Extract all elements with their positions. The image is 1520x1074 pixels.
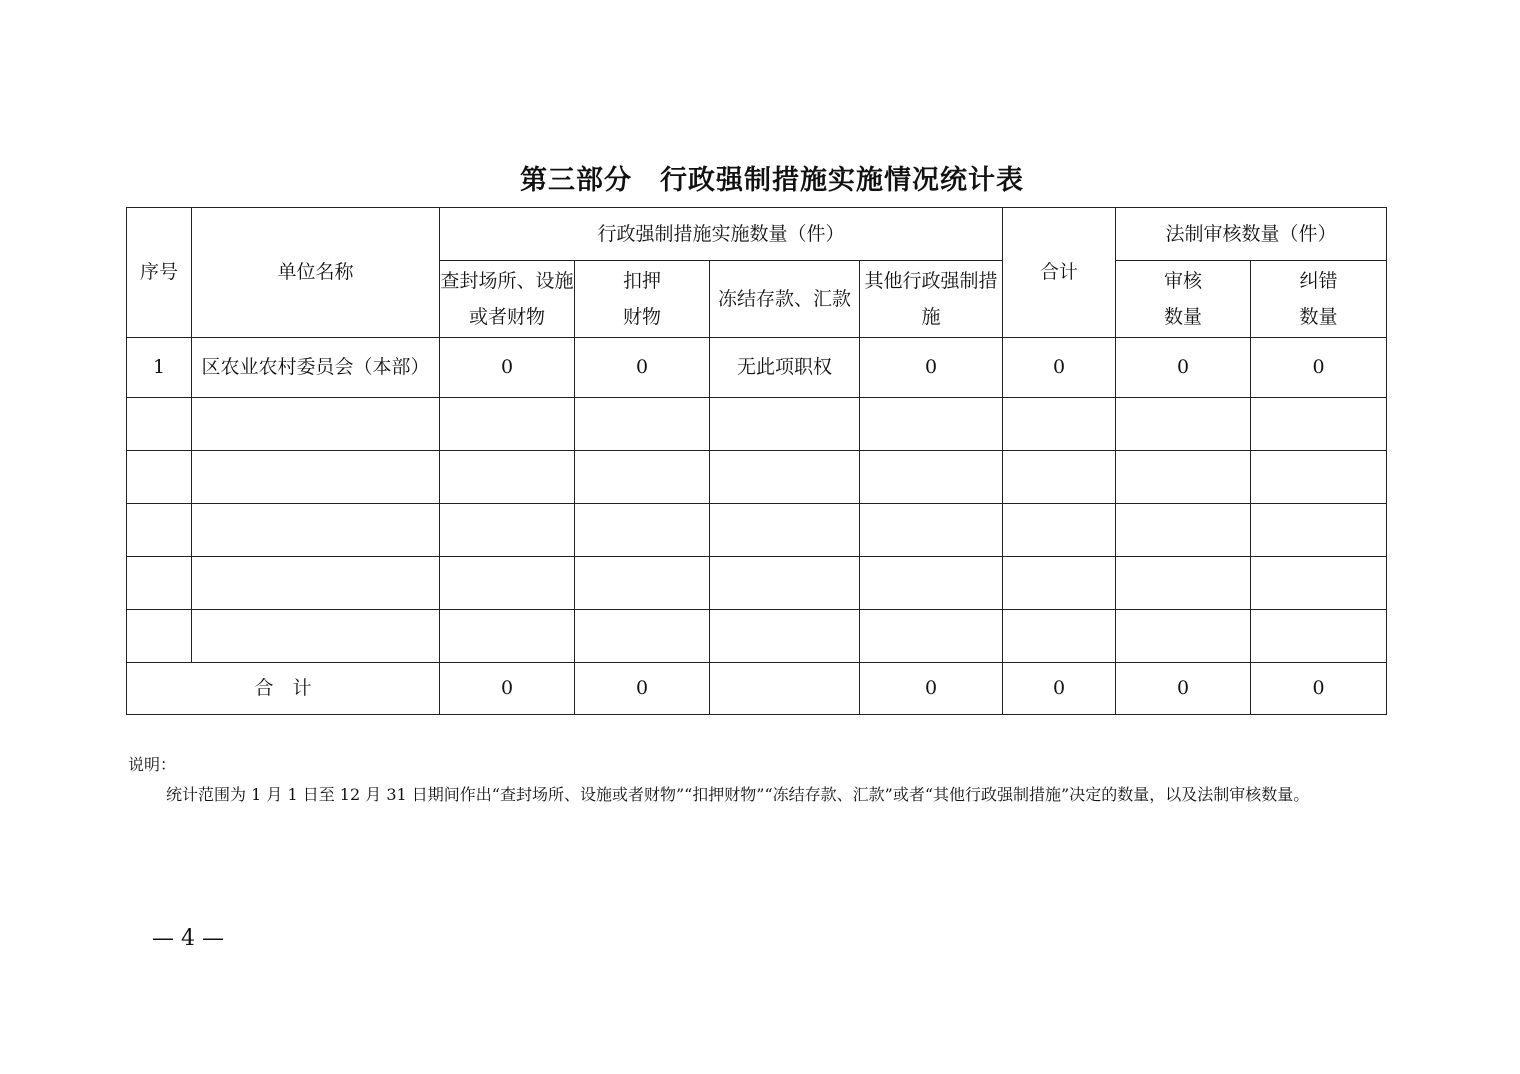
empty-row: [127, 451, 1387, 504]
total-label: 合 计: [127, 663, 440, 715]
total-seize: 0: [575, 663, 710, 715]
header-total: 合计: [1003, 208, 1116, 338]
empty-row: [127, 557, 1387, 610]
empty-row: [127, 610, 1387, 663]
table-row: [127, 338, 1387, 398]
header-seize: 扣押财物: [575, 261, 710, 338]
total-row: [127, 663, 1387, 715]
cell-seq: 1: [127, 338, 192, 398]
notes-label: 说明：: [128, 755, 177, 774]
total-review: 0: [1116, 663, 1251, 715]
total-correction: 0: [1251, 663, 1387, 715]
cell-correction: 0: [1251, 338, 1387, 398]
notes-text: 统计范围为 1 月 1 日至 12 月 31 日期间作出“查封场所、设施或者财物”“扣押财物”“冻结存款、汇款”或者“其他行政强制措施”决定的数量，以及法制审核数量。: [166, 785, 1310, 804]
header-freeze: 冻结存款、汇款: [710, 261, 860, 338]
statistics-table: [126, 207, 1387, 715]
notes: [128, 750, 1390, 810]
total-total: 0: [1003, 663, 1116, 715]
total-seal: 0: [440, 663, 575, 715]
header-seq: 序号: [127, 208, 192, 338]
cell-other: 0: [860, 338, 1003, 398]
cell-freeze: 无此项职权: [710, 338, 860, 398]
header-review-count: 审核数量: [1116, 261, 1251, 338]
page-number: — 4 —: [152, 926, 224, 951]
total-other: 0: [860, 663, 1003, 715]
cell-seal: 0: [440, 338, 575, 398]
header-other: 其他行政强制措施: [860, 261, 1003, 338]
header-correction-count: 纠错数量: [1251, 261, 1387, 338]
cell-seize: 0: [575, 338, 710, 398]
header-row-1: [127, 208, 1387, 261]
total-freeze: [710, 663, 860, 715]
cell-total: 0: [1003, 338, 1116, 398]
header-seal: 查封场所、设施或者财物: [440, 261, 575, 338]
cell-unit-name: 区农业农村委员会（本部）: [192, 338, 440, 398]
cell-review: 0: [1116, 338, 1251, 398]
header-measures-group: 行政强制措施实施数量（件）: [440, 208, 1003, 261]
empty-row: [127, 504, 1387, 557]
header-unit-name: 单位名称: [192, 208, 440, 338]
empty-row: [127, 398, 1387, 451]
header-review-group: 法制审核数量（件）: [1116, 208, 1387, 261]
page-title: 第三部分 行政强制措施实施情况统计表: [520, 165, 1024, 196]
